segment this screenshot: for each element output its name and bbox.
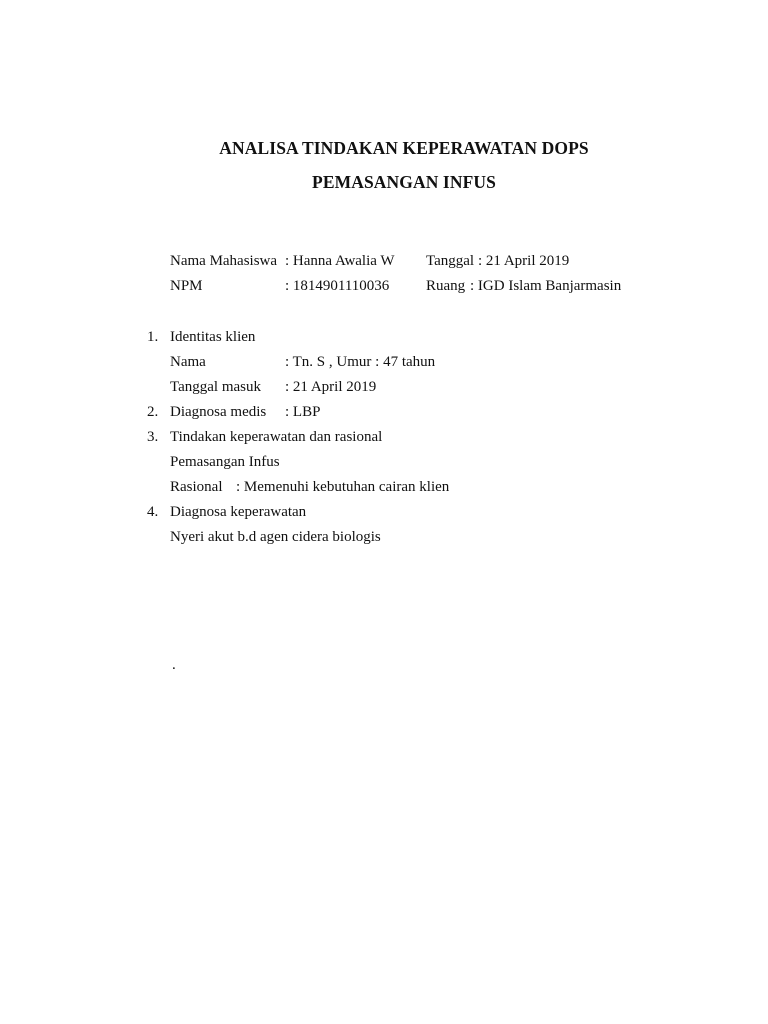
section-heading-diagnosa-medis: Diagnosa medis xyxy=(170,404,267,420)
document-subtitle: PEMASANGAN INFUS xyxy=(312,172,496,192)
trailing-mark: . xyxy=(172,657,176,673)
procedure-name: Pemasangan Infus xyxy=(170,454,280,470)
student-label: Nama Mahasiswa xyxy=(170,253,278,269)
medical-diagnosis-value: : LBP xyxy=(285,404,321,420)
rationale-label: Rasional xyxy=(170,479,223,495)
section-number: 4. xyxy=(147,504,159,520)
date-label: Tanggal xyxy=(426,253,475,269)
date-value: : 21 April 2019 xyxy=(478,253,570,269)
npm-value: : 1814901110036 xyxy=(285,278,390,294)
client-name-label: Nama xyxy=(170,354,206,370)
nursing-diagnosis-text: Nyeri akut b.d agen cidera biologis xyxy=(170,529,381,545)
section-heading-tindakan: Tindakan keperawatan dan rasional xyxy=(170,429,383,445)
section-heading-identitas: Identitas klien xyxy=(170,329,256,345)
section-number: 2. xyxy=(147,404,159,420)
section-number: 1. xyxy=(147,329,159,345)
admission-date-value: : 21 April 2019 xyxy=(285,379,377,395)
section-heading-diagnosa-keperawatan: Diagnosa keperawatan xyxy=(170,504,307,520)
document-title: ANALISA TINDAKAN KEPERAWATAN DOPS xyxy=(219,138,589,158)
section-number: 3. xyxy=(147,429,159,445)
client-name-value: : Tn. S , Umur : 47 tahun xyxy=(285,354,436,370)
room-value: : IGD Islam Banjarmasin xyxy=(470,278,622,294)
npm-label: NPM xyxy=(170,278,203,294)
student-value: : Hanna Awalia W xyxy=(285,253,395,269)
room-label: Ruang xyxy=(426,278,466,294)
admission-date-label: Tanggal masuk xyxy=(170,379,262,395)
rationale-value: : Memenuhi kebutuhan cairan klien xyxy=(236,479,450,495)
